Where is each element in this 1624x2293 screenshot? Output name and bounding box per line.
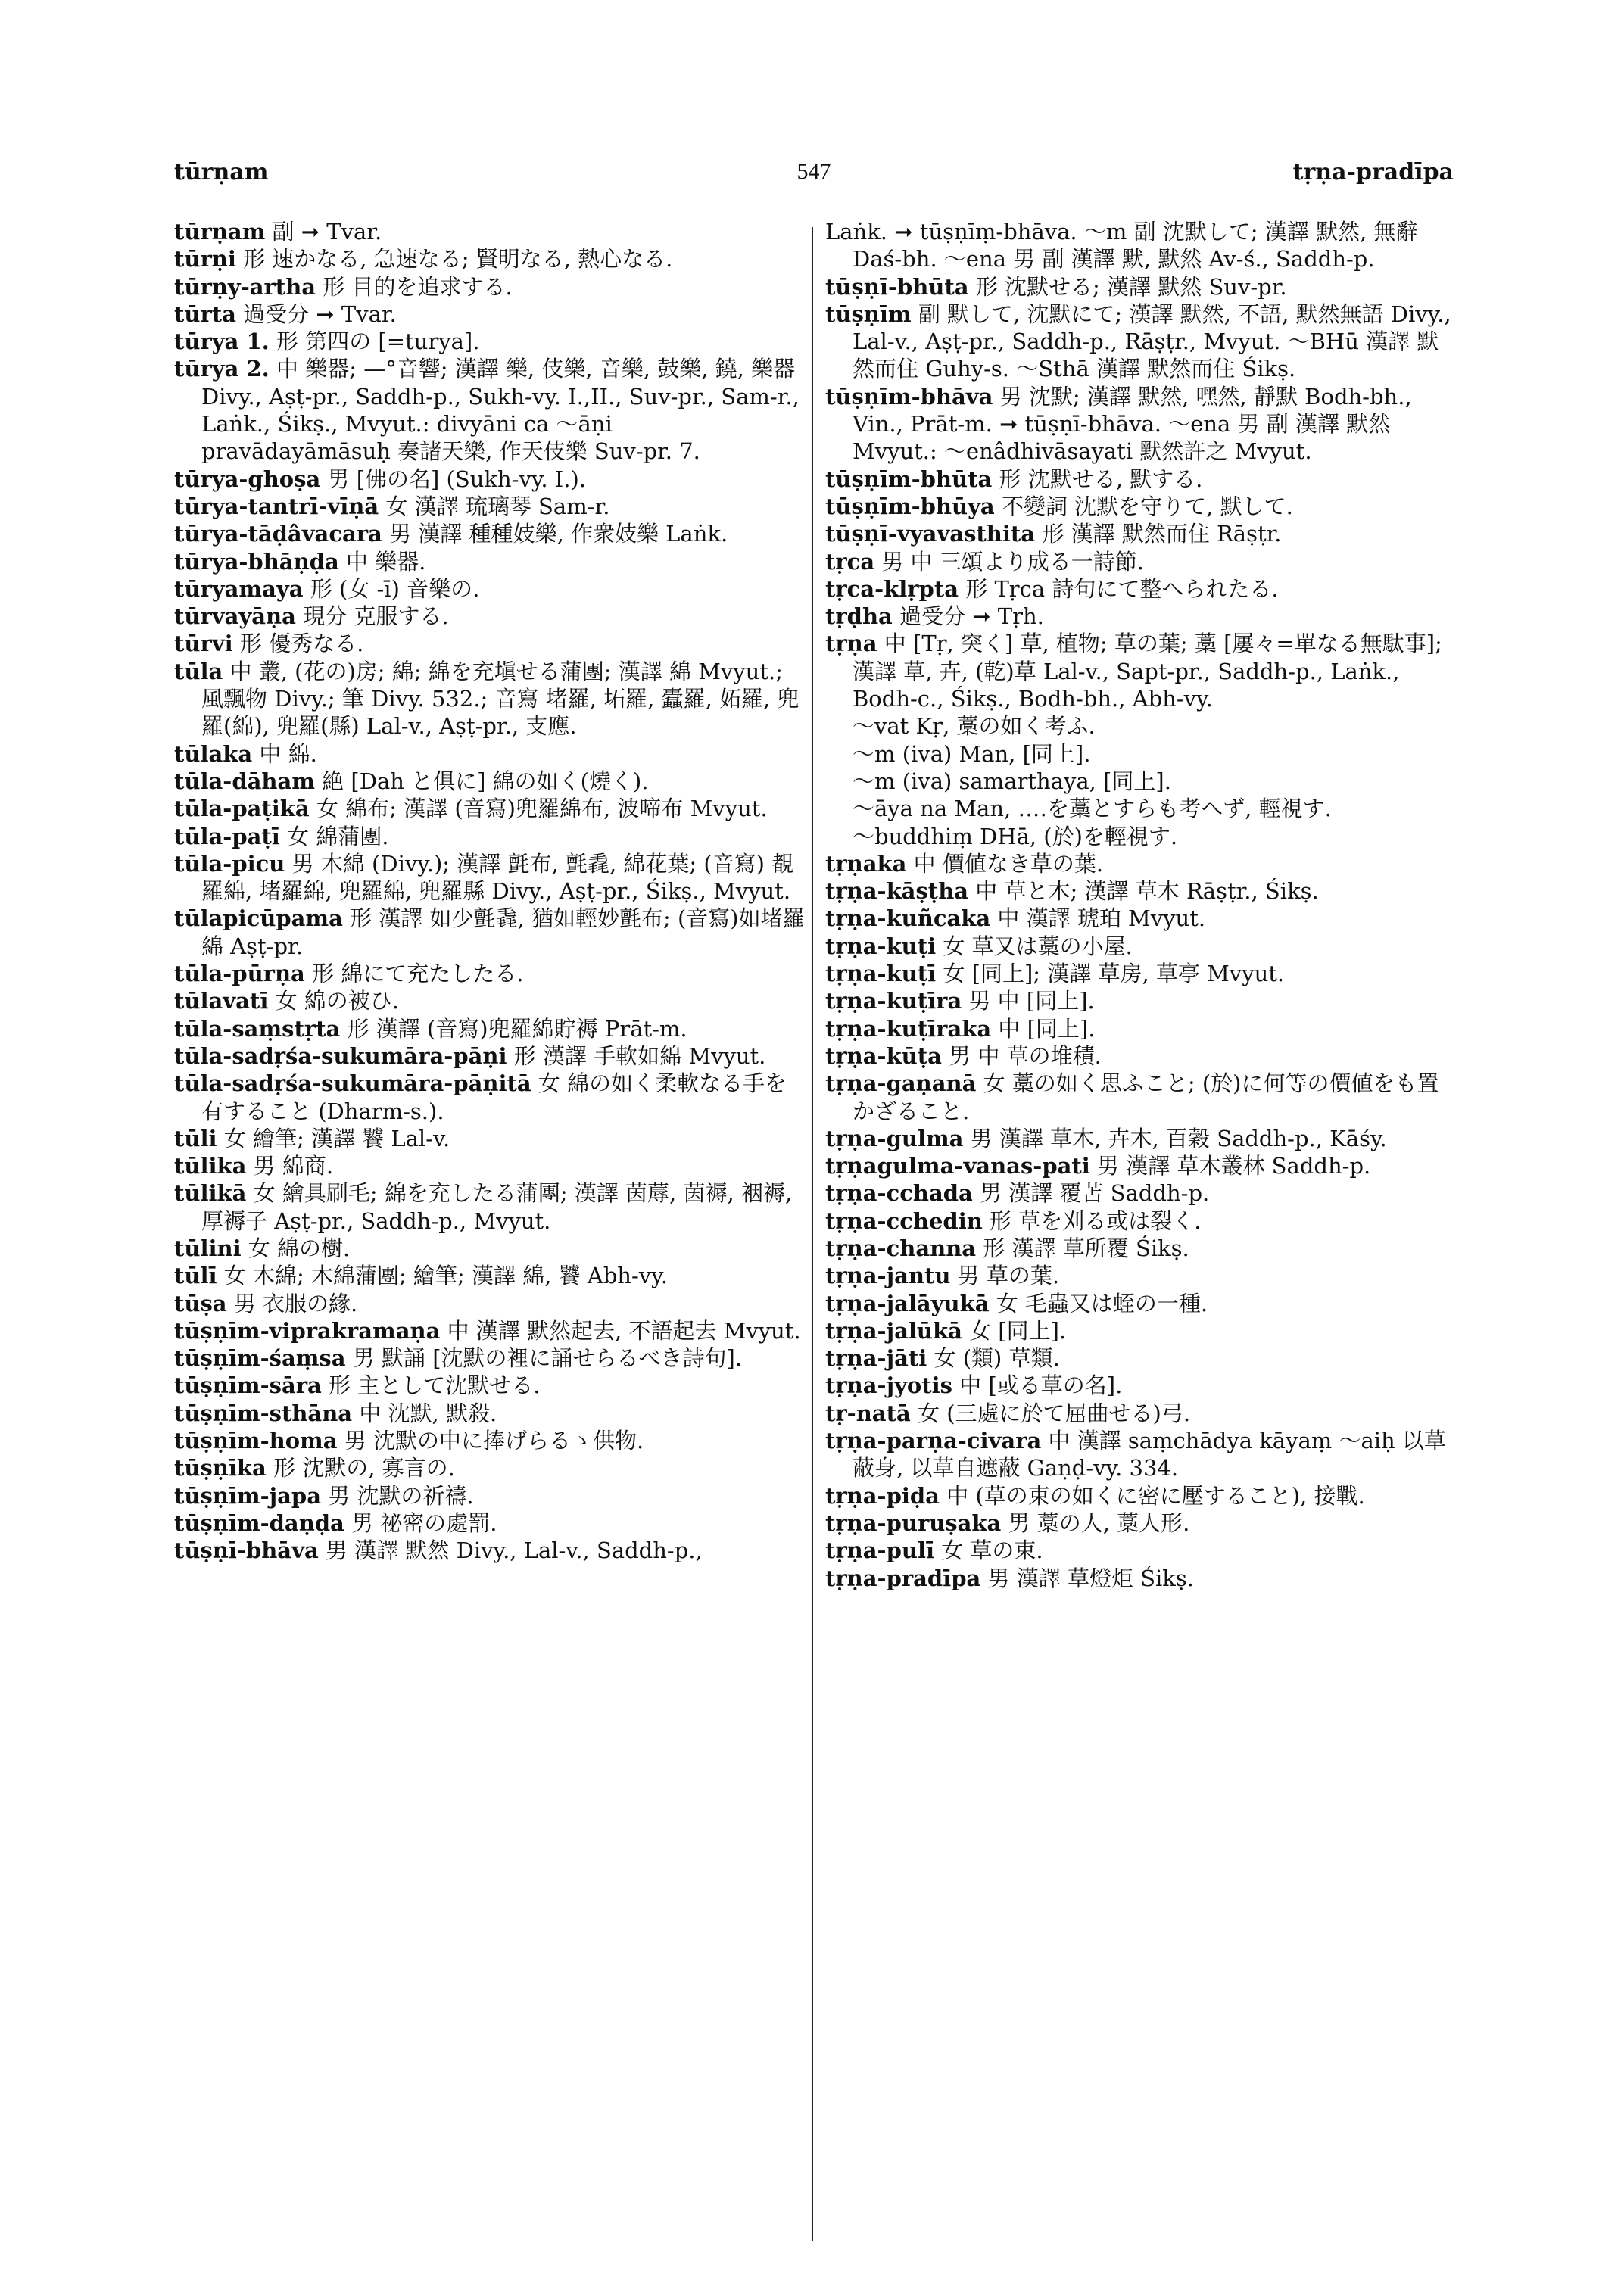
entry-headword: tūryamaya — [174, 575, 304, 602]
dictionary-entry — [825, 1372, 1457, 1399]
entry-headword: tūrya-tāḍâvacara — [174, 521, 382, 547]
entry-definition: 女 綿布; 漢譯 (音寫)兜羅綿布, 波啼布 Mvyut. — [316, 796, 768, 822]
entry-headword: tṛṇa-gulma — [825, 1125, 964, 1151]
header-left-guideword: tūrṇam — [174, 159, 269, 185]
entry-definition: 女 草又は藁の小屋. — [943, 933, 1133, 959]
entry-definition: 女 繪筆; 漢譯 饕 Lal-v. — [223, 1125, 450, 1151]
entry-headword: tūṣṇīm-śaṃsa — [174, 1345, 346, 1372]
entry-definition: 形 漢譯 默然而住 Rāṣṭr. — [1042, 521, 1282, 547]
dictionary-entry — [825, 960, 1457, 987]
dictionary-entry — [825, 301, 1457, 383]
dictionary-entry — [825, 1152, 1457, 1179]
dictionary-entry — [174, 1427, 806, 1454]
entry-headword: tūlaka — [174, 740, 253, 767]
dictionary-entry — [825, 493, 1457, 520]
dictionary-entry — [174, 1125, 806, 1152]
entry-definition: 形 目的を追求する. — [323, 273, 513, 300]
entry-headword: tṛṇa-piḍa — [825, 1482, 940, 1509]
right-column — [825, 218, 1457, 1592]
dictionary-entry — [825, 1317, 1457, 1344]
entry-headword: tūṣṇīm-japa — [174, 1482, 321, 1509]
entry-definition: 男 沈默; 漢譯 默然, 嘿然, 靜默 Bodh-bh., Vin., Prāt-m. ➞ tūṣṇī-bhāva. ～ena 男 副 漢譯 默然 Mvyut.: ～enâdhivāsayati 默然許之 Mvyut. — [853, 383, 1412, 465]
entry-headword: tṛṇa-kāṣṭha — [825, 878, 969, 905]
dictionary-entry — [825, 877, 1457, 905]
entry-definition: 形 (女 -ī) 音樂の. — [310, 575, 480, 602]
dictionary-entry — [174, 630, 806, 657]
entry-definition: 男 木綿 (Divy.); 漢譯 氈布, 氈毳, 綿花葉; (音寫) 覩羅綿, 堵羅綿, 兜羅綿, 兜羅縣 Divy., Aṣṭ-pr., Śikṣ., Mvyut. — [201, 850, 794, 905]
entry-definition: 中 (草の束の如くに密に壓すること), 接戰. — [946, 1482, 1365, 1509]
entry-headword: tṛṇa-kuñcaka — [825, 905, 991, 932]
entry-headword: tūṣṇīm-daṇḍa — [174, 1509, 344, 1536]
dictionary-entry — [174, 1400, 806, 1427]
dictionary-entry — [825, 1344, 1457, 1372]
entry-definition: Laṅk. ➞ tūṣṇīṃ-bhāva. ～m 副 沈默して; 漢譯 默然, 無辭 Daś-bh. ～ena 男 副 漢譯 默, 默然 Av-ś., Saddh-p. — [825, 219, 1418, 273]
entry-headword: tūṣṇīka — [174, 1455, 267, 1481]
dictionary-entry — [825, 1207, 1457, 1235]
entry-headword: tūla-pūrṇa — [174, 961, 305, 987]
entry-headword: tūla-paṭī — [174, 823, 280, 849]
entry-headword: tūrya 2. — [174, 356, 270, 382]
entry-definition: 現分 克服する. — [303, 603, 449, 630]
entry-headword: tṛṇagulma-vanas-pati — [825, 1153, 1090, 1179]
dictionary-entry — [825, 1509, 1457, 1537]
entry-definition: 男 中 三頌より成る一詩節. — [881, 548, 1144, 575]
entry-definition: 男 漢譯 草木, 卉木, 百穀 Saddh-p., Kāśy. — [970, 1125, 1387, 1151]
dictionary-entry — [174, 658, 806, 740]
dictionary-entry — [825, 1565, 1457, 1592]
dictionary-entry — [174, 1070, 806, 1125]
entry-headword: tūṣṇīm-bhāva — [825, 383, 993, 410]
entry-headword: tṛṇa-pradīpa — [825, 1565, 981, 1591]
entry-headword: tṛṇa — [825, 631, 877, 657]
entry-definition: 中 [或る草の名]. — [959, 1372, 1123, 1399]
entry-headword: tṛṇa-pulī — [825, 1537, 934, 1564]
dictionary-entry — [825, 520, 1457, 547]
dictionary-entry — [174, 1537, 806, 1564]
dictionary-entry — [825, 1290, 1457, 1317]
entry-headword: tūla-sadṛśa-sukumāra-pāṇi — [174, 1042, 507, 1069]
entry-headword: tṛṇa-puruṣaka — [825, 1509, 1002, 1536]
entry-definition: 形 漢譯 (音寫)兜羅綿貯褥 Prāt-m. — [347, 1015, 687, 1042]
dictionary-entry — [174, 1290, 806, 1317]
entry-definition: 中 草と木; 漢譯 草木 Rāṣṭr., Śikṣ. — [975, 878, 1319, 905]
entry-definition: 副 默して, 沈默にて; 漢譯 默然, 不語, 默然無語 Divy., Lal-v., Aṣṭ-pr., Saddh-p., Rāṣṭr., Mvyut. ～BHū 漢譯 默然而住 Guhy-s. ～Sthā 漢譯 默然而住 Śikṣ. — [853, 301, 1451, 382]
dictionary-entry — [174, 905, 806, 960]
entry-headword: tūrya-bhāṇḍa — [174, 548, 339, 575]
dictionary-entry — [174, 218, 806, 245]
dictionary-entry — [825, 987, 1457, 1014]
entry-headword: tūlavatī — [174, 988, 269, 1014]
entry-definition: 男 漢譯 覆苫 Saddh-p. — [980, 1180, 1210, 1207]
entry-headword: tūlapicūpama — [174, 905, 343, 932]
dictionary-entry — [174, 850, 806, 905]
entry-definition: 男 中 草の堆積. — [949, 1042, 1102, 1069]
page-number: 547 — [796, 159, 831, 184]
dictionary-entry — [825, 1262, 1457, 1289]
entry-headword: tūṣṇīm-bhūya — [825, 493, 995, 519]
entry-definition: 女 綿の被ひ. — [275, 988, 399, 1014]
dictionary-entry — [174, 1235, 806, 1262]
entry-definition: 女 藁の如く思ふこと; (於)に何等の價値をも置かざること. — [853, 1070, 1439, 1124]
dictionary-entry — [174, 273, 806, 301]
entry-definition: 女 毛蟲又は蛭の一種. — [996, 1290, 1208, 1316]
entry-definition: 男 漢譯 草木叢林 Saddh-p. — [1097, 1153, 1371, 1179]
entry-definition: 副 ➞ Tvar. — [272, 219, 382, 245]
dictionary-entry — [174, 1179, 806, 1235]
entry-definition: 男 [佛の名] (Sukh-vy. I.). — [327, 466, 587, 492]
entry-headword: tṛca-klṛpta — [825, 575, 959, 602]
entry-definition: 女 綿の樹. — [248, 1235, 351, 1261]
header-right-guideword: tṛṇa-pradīpa — [1292, 159, 1454, 185]
entry-definition: 形 沈默せる; 漢譯 默然 Suv-pr. — [975, 273, 1287, 300]
entry-headword: tūrya 1. — [174, 329, 270, 355]
entry-definition: 女 繪具刷毛; 綿を充したる蒲團; 漢譯 茵蓐, 茵褥, 裀褥, 厚褥子 Aṣṭ-pr., Saddh-p., Mvyut. — [201, 1180, 793, 1234]
entry-definition: 女 [同上]; 漢譯 草房, 草亭 Mvyut. — [943, 961, 1285, 987]
entry-definition: 男 默誦 [沈默の裡に誦せらるべき詩句]. — [352, 1345, 743, 1372]
entry-definition: 形 漢譯 手軟如綿 Mvyut. — [513, 1042, 766, 1069]
dictionary-entry — [174, 1152, 806, 1179]
entry-headword: tūlikā — [174, 1180, 247, 1207]
entry-headword: tṛḍha — [825, 603, 893, 630]
entry-definition: 女 木綿; 木綿蒲團; 繪筆; 漢譯 綿, 饕 Abh-vy. — [223, 1263, 668, 1289]
dictionary-entry — [825, 1427, 1457, 1482]
entry-definition: 形 草を刈る或は裂く. — [990, 1207, 1202, 1234]
dictionary-entry — [825, 218, 1457, 273]
entry-headword: tūla-dāham — [174, 768, 315, 794]
entry-definition: 中 漢譯 默然起去, 不語起去 Mvyut. — [447, 1317, 801, 1344]
entry-headword: tṛṇa-cchada — [825, 1180, 973, 1207]
dictionary-entry — [174, 355, 806, 465]
entry-definition: 中 [Tṛ, 突く] 草, 植物; 草の葉; 藁 [屢々=單なる無駄事]; 漢譯 草, 卉, (乾)草 Lal-v., Sapt-pr., Saddh-p., Laṅk., Bodh-c., Śikṣ., Bodh-bh., Abh-vy. ～vat Kṛ, 藁の如く考ふ. ～m (iva) Man, [同上]. ～m (iva) samarthaya, [同上]. ～āya na Man, ‥‥を藁とすらも考へず, 輕視す. ～buddhiṃ DHā, (於)を輕視す. — [853, 631, 1442, 849]
entry-definition: 形 沈默の, 寡言の. — [273, 1455, 455, 1481]
entry-definition: 女 漢譯 琉璃琴 Sam-r. — [385, 493, 610, 519]
dictionary-entry — [174, 1015, 806, 1042]
entry-headword: tṛṇa-gaṇanā — [825, 1070, 977, 1097]
dictionary-entry — [174, 768, 806, 795]
entry-definition: 形 速かなる, 急速なる; 賢明なる, 熱心なる. — [243, 246, 673, 273]
entry-definition: 女 [同上]. — [969, 1317, 1067, 1344]
dictionary-entry — [825, 933, 1457, 960]
entry-headword: tūla-sadṛśa-sukumāra-pāṇitā — [174, 1070, 531, 1097]
entry-definition: 形 沈默せる, 默する. — [999, 466, 1203, 492]
entry-headword: tṛṇa-kuṭīra — [825, 988, 962, 1014]
entry-headword: tṛ-natā — [825, 1400, 911, 1426]
entry-headword: tṛṇa-channa — [825, 1235, 977, 1261]
entry-definition: 男 漢譯 默然 Divy., Lal-v., Saddh-p., — [325, 1537, 703, 1564]
dictionary-entry — [174, 987, 806, 1014]
entry-definition: 女 (三處に於て屈曲せる)弓. — [918, 1400, 1191, 1426]
dictionary-entry — [825, 1015, 1457, 1042]
entry-headword: tūla — [174, 658, 223, 684]
dictionary-entry — [825, 630, 1457, 849]
dictionary-entry — [174, 548, 806, 575]
dictionary-entry — [825, 1179, 1457, 1207]
dictionary-entry — [174, 575, 806, 603]
entry-headword: tṛṇa-jalūkā — [825, 1317, 962, 1344]
dictionary-entry — [174, 1317, 806, 1344]
entry-headword: tṛṇa-jāti — [825, 1345, 927, 1372]
entry-definition: 女 (類) 草類. — [934, 1345, 1060, 1372]
dictionary-entry — [825, 850, 1457, 877]
entry-headword: tūla-paṭikā — [174, 796, 310, 822]
entry-headword: tṛṇa-jantu — [825, 1263, 951, 1289]
entry-headword: tṛca — [825, 548, 875, 575]
dictionary-entry — [825, 1235, 1457, 1262]
entry-headword: tṛṇa-parṇa-civara — [825, 1428, 1042, 1454]
entry-definition: 中 樂器; —°音響; 漢譯 樂, 伎樂, 音樂, 鼓樂, 鐃, 樂器 Divy., Aṣṭ-pr., Saddh-p., Sukh-vy. I.,II., Suv-pr., Sam-r., Laṅk., Śikṣ., Mvyut.: divyāni ca ～āṇi pravādayāmāsuḥ 奏諸天樂, 作天伎樂 Suv-pr. 7. — [201, 356, 800, 465]
left-column — [174, 218, 806, 1565]
entry-definition: 過受分 ➞ Tṛh. — [899, 603, 1044, 630]
entry-definition: 形 第四の [=turya]. — [276, 329, 480, 355]
entry-headword: tūṣṇī-bhāva — [174, 1537, 319, 1564]
dictionary-entry — [174, 795, 806, 822]
dictionary-entry — [174, 328, 806, 355]
dictionary-entry — [825, 905, 1457, 932]
entry-headword: tṛṇa-cchedin — [825, 1207, 983, 1234]
entry-definition: 男 藁の人, 藁人形. — [1008, 1509, 1190, 1536]
entry-headword: tūṣṇī-bhūta — [825, 273, 969, 300]
entry-headword: tūrya-tantrī-vīṇā — [174, 493, 379, 519]
entry-definition: 男 祕密の處罰. — [351, 1509, 497, 1536]
dictionary-entry — [825, 1042, 1457, 1070]
entry-definition: 中 價値なき草の葉. — [913, 850, 1104, 877]
entry-definition: 男 衣服の緣. — [233, 1290, 358, 1316]
entry-headword: tūṣṇīm-sthāna — [174, 1400, 353, 1426]
dictionary-entry — [825, 1125, 1457, 1152]
entry-definition: 絶 [Dah と俱に] 綿の如く(燒く). — [322, 768, 649, 794]
entry-headword: tṛṇaka — [825, 850, 907, 877]
entry-definition: 形 優秀なる. — [239, 631, 364, 657]
entry-definition: 男 漢譯 種種妓樂, 作衆妓樂 Laṅk. — [389, 521, 728, 547]
entry-headword: tūrya-ghoṣa — [174, 466, 321, 492]
dictionary-entry — [825, 575, 1457, 603]
column-divider — [812, 227, 813, 2241]
entry-definition: 男 漢譯 草燈炬 Śikṣ. — [987, 1565, 1194, 1591]
entry-headword: tūṣa — [174, 1290, 227, 1316]
dictionary-entry — [174, 520, 806, 547]
entry-headword: tūlī — [174, 1263, 217, 1289]
dictionary-entry — [174, 245, 806, 273]
entry-definition: 女 草の束. — [941, 1537, 1043, 1564]
entry-headword: tūrṇam — [174, 219, 266, 245]
entry-headword: tūla-picu — [174, 850, 285, 877]
entry-headword: tṛṇa-kuṭīraka — [825, 1015, 992, 1042]
entry-headword: tūrvi — [174, 631, 233, 657]
dictionary-entry — [174, 466, 806, 493]
page-header — [174, 151, 1454, 197]
dictionary-entry — [174, 493, 806, 520]
entry-headword: tūṣṇī-vyavasthita — [825, 521, 1036, 547]
entry-headword: tūṣṇīm-sāra — [174, 1372, 322, 1399]
dictionary-entry — [174, 1454, 806, 1481]
entry-definition: 男 草の葉. — [957, 1263, 1060, 1289]
dictionary-entry — [174, 823, 806, 850]
entry-headword: tūlini — [174, 1235, 242, 1261]
entry-definition: 不變詞 沈默を守りて, 默して. — [1001, 493, 1293, 519]
entry-headword: tṛṇa-jalāyukā — [825, 1290, 990, 1316]
entry-definition: 男 沈默の祈禱. — [328, 1482, 474, 1509]
dictionary-entry — [825, 466, 1457, 493]
dictionary-entry — [825, 383, 1457, 466]
entry-definition: 形 主として沈默せる. — [329, 1372, 541, 1399]
dictionary-entry — [825, 1070, 1457, 1125]
entry-definition: 中 叢, (花の)房; 綿; 綿を充塡せる蒲團; 漢譯 綿 Mvyut.; 風飄物 Divy.; 筆 Divy. 532.; 音寫 堵羅, 坧羅, 蠹羅, 妬羅, 兜羅(綿), 兜羅(縣) Lal-v., Aṣṭ-pr., 支應. — [201, 658, 800, 740]
dictionary-entry — [825, 1537, 1457, 1564]
entry-definition: 形 綿にて充たしたる. — [312, 961, 524, 987]
entry-definition: 形 漢譯 如少氈毳, 猶如輕妙氈布; (音寫)如堵羅綿 Aṣṭ-pr. — [201, 905, 805, 959]
entry-headword: tūṣṇīm-homa — [174, 1428, 338, 1454]
entry-headword: tūrvayāṇa — [174, 603, 296, 630]
entry-headword: tṛṇa-kuṭi — [825, 933, 937, 959]
entry-definition: 男 沈默の中に捧げらるゝ供物. — [344, 1428, 644, 1454]
entry-headword: tūla-saṃstṛta — [174, 1015, 341, 1042]
entry-definition: 女 綿の如く柔軟なる手を有すること (Dharm-s.). — [201, 1070, 787, 1124]
entry-definition: 女 綿蒲團. — [287, 823, 389, 849]
entry-definition: 中 綿. — [259, 740, 317, 767]
entry-headword: tṛṇa-kuṭī — [825, 961, 937, 987]
entry-definition: 形 漢譯 草所覆 Śikṣ. — [983, 1235, 1189, 1261]
entry-definition: 中 漢譯 琥珀 Mvyut. — [997, 905, 1206, 932]
entry-headword: tūrta — [174, 301, 236, 327]
dictionary-entry — [174, 1372, 806, 1399]
dictionary-entry — [174, 603, 806, 630]
dictionary-entry — [825, 273, 1457, 301]
dictionary-entry — [174, 740, 806, 768]
entry-definition: 中 [同上]. — [998, 1015, 1096, 1042]
entry-definition: 中 樂器. — [345, 548, 426, 575]
entry-headword: tūṣṇīm — [825, 301, 912, 327]
dictionary-entry — [174, 1042, 806, 1070]
entry-headword: tūṣṇīm-viprakramaṇa — [174, 1317, 441, 1344]
entry-headword: tṛṇa-jyotis — [825, 1372, 953, 1399]
entry-definition: 過受分 ➞ Tvar. — [243, 301, 397, 327]
entry-definition: 中 漢譯 saṃchādya kāyaṃ ～aiḥ 以草蔽身, 以草自遮蔽 Gaṇḍ-vy. 334. — [853, 1428, 1446, 1481]
entry-headword: tūṣṇīm-bhūta — [825, 466, 993, 492]
entry-definition: 男 中 [同上]. — [968, 988, 1095, 1014]
dictionary-entry — [174, 960, 806, 987]
entry-headword: tūli — [174, 1125, 217, 1151]
entry-headword: tṛṇa-kūṭa — [825, 1042, 942, 1069]
dictionary-entry — [174, 1482, 806, 1509]
entry-definition: 形 Tṛca 詩句にて整へられたる. — [965, 575, 1279, 602]
entry-headword: tūrṇi — [174, 246, 236, 273]
dictionary-entry — [825, 1482, 1457, 1509]
dictionary-entry — [174, 1509, 806, 1537]
dictionary-entry — [174, 301, 806, 328]
dictionary-entry — [174, 1262, 806, 1289]
entry-headword: tūrṇy-artha — [174, 273, 316, 300]
entry-headword: tūlika — [174, 1153, 247, 1179]
entry-definition: 中 沈默, 默殺. — [359, 1400, 497, 1426]
dictionary-entry — [825, 1400, 1457, 1427]
dictionary-entry — [825, 548, 1457, 575]
dictionary-entry — [174, 1344, 806, 1372]
dictionary-entry — [825, 603, 1457, 630]
entry-definition: 男 綿商. — [253, 1153, 334, 1179]
